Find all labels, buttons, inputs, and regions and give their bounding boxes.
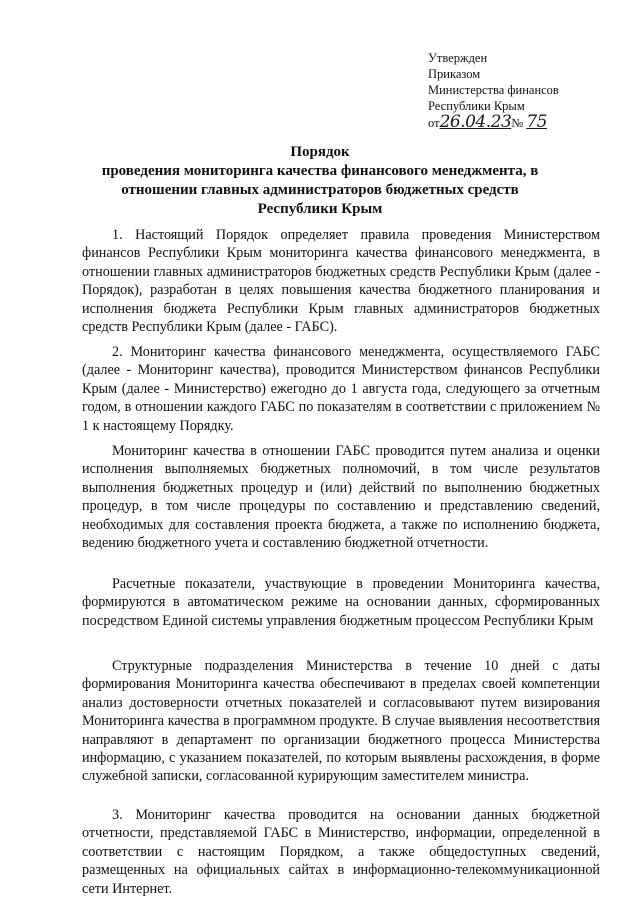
- paragraph-5: Структурные подразделения Министерства в течение 10 дней с даты формирования Мониторинга качества обеспечивают в пределах своей компетенции анализ достоверности отчетных показателей и согласовывают путем визирования Мониторинга качества в программном продукте. В случае выявления несоответствия направляют в департамент по организации бюджетного процесса Министерства информацию, с указанием показателей, по которым выявлены расхождения, в форме служебной записки, согласованной курирующим заместителем министра.: [82, 658, 600, 785]
- handwritten-date: 26.04.23: [439, 112, 512, 132]
- number-prefix: №: [511, 116, 524, 130]
- approval-line-order: Приказом: [428, 67, 481, 81]
- approval-line-republic: Республики Крым: [428, 99, 525, 113]
- paragraph-6: 3. Мониторинг качества проводится на основании данных бюджетной отчетности, представляемой ГАБС в Министерство, информации, определенной в соответствии с настоящим Порядком, а также общедоступных сведений, размещенных на официальных сайтах в информационно-телекоммуникационной сети Интернет.: [82, 807, 600, 897]
- paragraph-4: Расчетные показатели, участвующие в проведении Мониторинга качества, формируются в автоматическом режиме на основании данных, сформированных посредством Единой системы управления бюджетным процессом Республики Крым: [82, 576, 600, 629]
- paragraph-2: 2. Мониторинг качества финансового менеджмента, осуществляемого ГАБС (далее - Мониторинг качества), проводится Министерством финансов Республики Крым (далее - Министерство) ежегодно до 1 августа года, следующего за отчетным годом, в отношении каждого ГАБС по показателям в соответствии с приложением № 1 к настоящему Порядку.: [82, 344, 600, 434]
- handwritten-number: 75: [526, 112, 547, 132]
- approval-stamp-block: [428, 50, 628, 131]
- document-title: [0, 143, 640, 219]
- approval-line-ministry: Министерства финансов: [428, 83, 559, 97]
- title-line-4: Республики Крым: [257, 201, 383, 217]
- title-line-3: отношении главных администраторов бюджетных средств: [121, 182, 519, 198]
- paragraph-3: Мониторинг качества в отношении ГАБС проводится путем анализа и оценки исполнения выполняемых бюджетных полномочий, в том числе результатов выполнения бюджетных процедур и (или) действий по выполнению бюджетных процедур, в том числе процедуры по составлению и представлению сведений, необходимых для составления проекта бюджета, а также по исполнению бюджета, ведению бюджетного учета и составлению бюджетной отчетности.: [82, 443, 600, 552]
- title-line-1: Порядок: [290, 144, 350, 160]
- paragraph-1: 1. Настоящий Порядок определяет правила проведения Министерством финансов Республики Крым мониторинга качества финансового менеджмента, в отношении главных администраторов бюджетных средств Республики Крым (далее - Порядок), разработан в целях повышения качества бюджетного планирования и исполнения бюджета Республики Крым главных администраторов бюджетных средств Республики Крым (далее - ГАБС).: [82, 227, 600, 336]
- title-line-2: проведения мониторинга качества финансового менеджмента, в: [101, 163, 539, 179]
- approval-date-number-line: [428, 114, 628, 131]
- approval-line-approved: Утвержден: [428, 51, 488, 65]
- date-prefix: от: [428, 116, 440, 130]
